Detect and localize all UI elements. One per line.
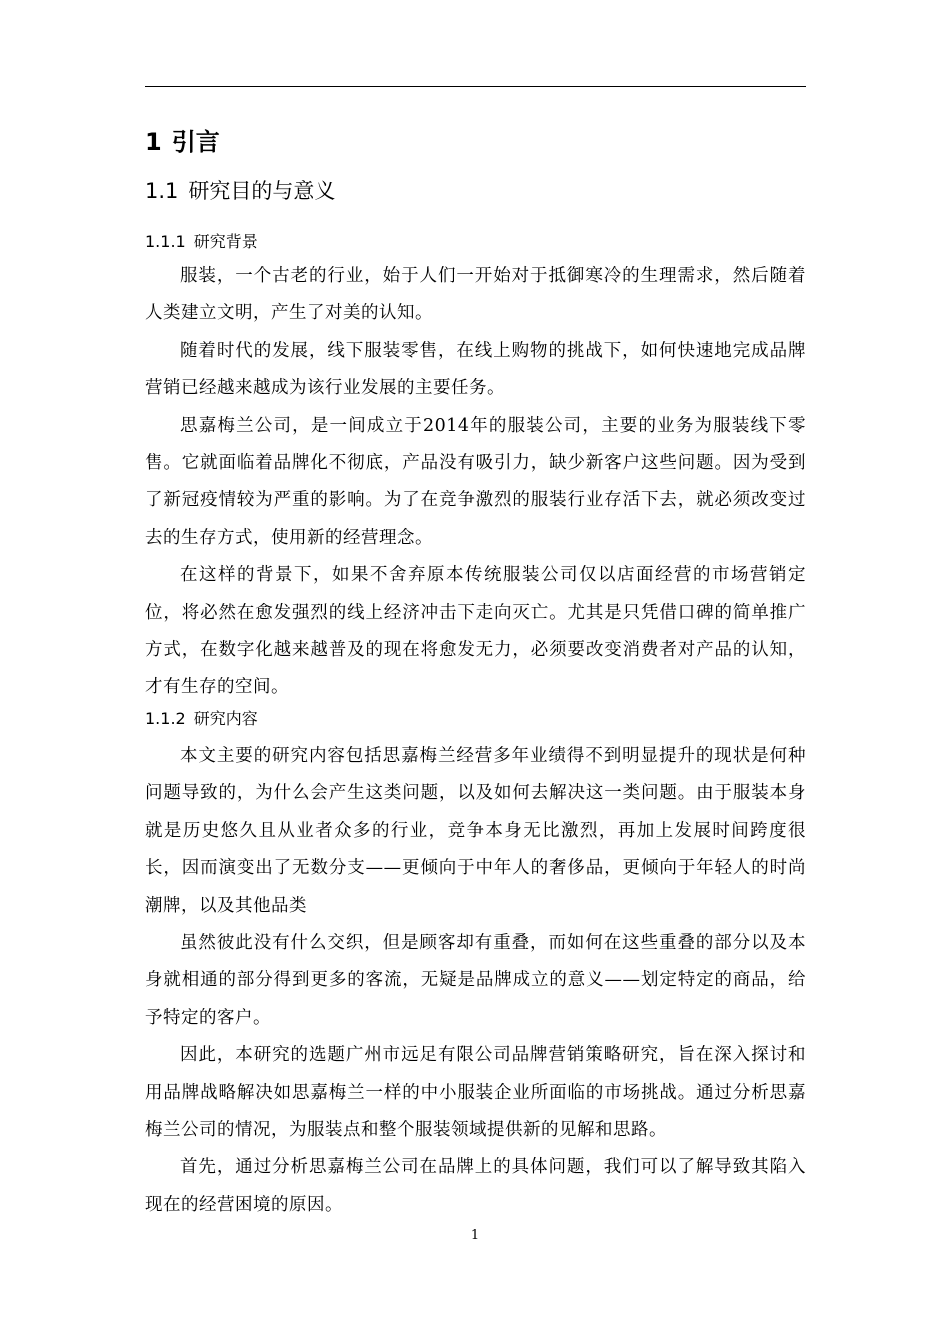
body-paragraph: 思嘉梅兰公司，是一间成立于2014年的服装公司，主要的业务为服装线下零售。它就面临着品牌化不彻底，产品没有吸引力，缺少新客户这些问题。因为受到了新冠疫情较为严重的影响。为了在竞争激烈的服装行业存活下去，就必须改变过去的生存方式，使用新的经营理念。 [145,415,806,548]
section-heading [145,176,335,206]
chapter-number: 1 [145,128,162,156]
subsection-title: 研究内容 [193,709,258,728]
body-paragraph: 首先，通过分析思嘉梅兰公司在品牌上的具体问题，我们可以了解导致其陷入现在的经营困境的原因。 [145,1157,806,1215]
section-number: 1.1 [145,179,179,203]
body-paragraph: 本文主要的研究内容包括思嘉梅兰经营多年业绩得不到明显提升的现状是何种问题导致的，为什么会产生这类问题，以及如何去解决这一类问题。由于服装本身就是历史悠久且从业者众多的行业，竞争本身无比激烈，再加上发展时间跨度很长，因而演变出了无数分支——更倾向于中年人的奢侈品，更倾向于年轻人的时尚潮牌，以及其他品类 [145,746,806,916]
subsection-number: 1.1.2 [145,709,186,728]
header-rule [145,86,806,87]
section-title: 研究目的与意义 [188,179,336,203]
chapter-heading [145,127,220,157]
subsection-heading-background [145,230,258,254]
chapter-title: 引言 [171,128,220,156]
background-section [145,258,806,707]
body-paragraph: 服装，一个古老的行业，始于人们一开始对于抵御寒冷的生理需求，然后随着人类建立文明，产生了对美的认知。 [145,266,806,324]
subsection-heading-content [145,707,258,731]
subsection-number: 1.1.1 [145,232,186,251]
content-section [145,738,806,1224]
subsection-title: 研究背景 [193,232,258,251]
body-paragraph: 在这样的背景下，如果不舍弃原本传统服装公司仅以店面经营的市场营销定位，将必然在愈发强烈的线上经济冲击下走向灭亡。尤其是只凭借口碑的简单推广方式，在数字化越来越普及的现在将愈发无力，必须要改变消费者对产品的认知，才有生存的空间。 [145,565,806,698]
body-paragraph: 随着时代的发展，线下服装零售，在线上购物的挑战下，如何快速地完成品牌营销已经越来越成为该行业发展的主要任务。 [145,340,806,399]
body-paragraph: 因此，本研究的选题广州市远足有限公司品牌营销策略研究，旨在深入探讨和用品牌战略解决如思嘉梅兰一样的中小服装企业所面临的市场挑战。通过分析思嘉梅兰公司的情况，为服装点和整个服装领域提供新的见解和思路。 [145,1045,806,1141]
page-number: 1 [470,1228,480,1243]
body-paragraph: 虽然彼此没有什么交织，但是顾客却有重叠，而如何在这些重叠的部分以及本身就相通的部分得到更多的客流，无疑是品牌成立的意义——划定特定的商品，给予特定的客户。 [145,933,806,1028]
